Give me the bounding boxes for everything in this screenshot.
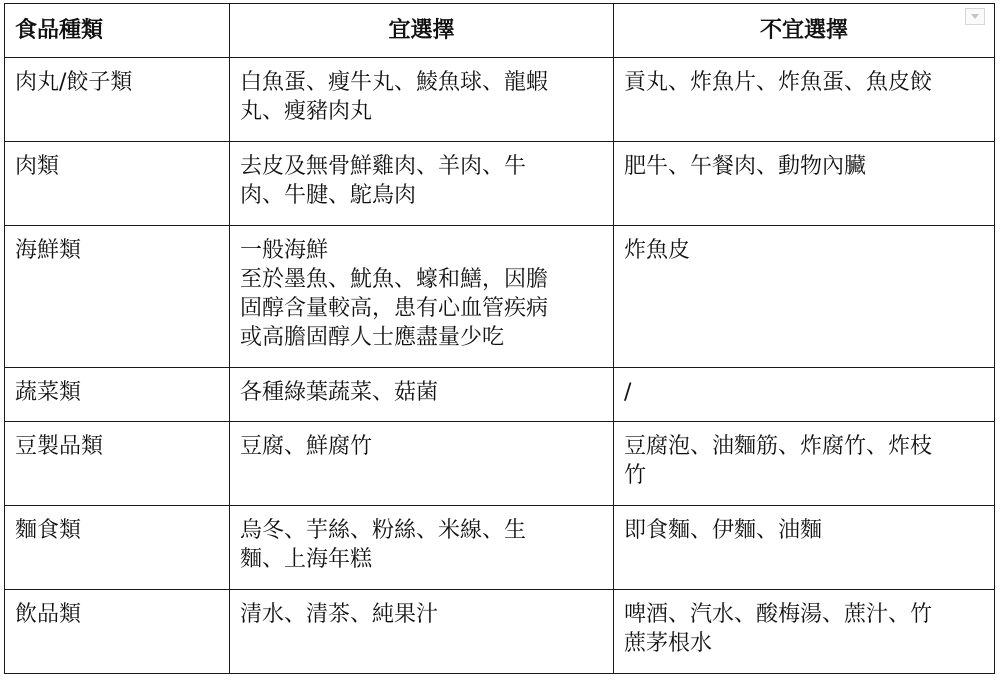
category-cell [5,58,230,142]
suitable-cell [230,368,614,422]
chevron-down-icon[interactable] [965,8,985,25]
unsuitable-cell [614,142,995,226]
unsuitable-cell [614,422,995,506]
category-cell [5,142,230,226]
suitable-text: 豆腐、鮮腐竹 [240,434,373,459]
suitable-cell [230,142,614,226]
table-header-row [5,4,995,58]
suitable-text: 烏冬、芋絲、粉絲、米線、生 麵、上海年糕 [240,518,527,572]
unsuitable-text: 啤酒、汽水、酸梅湯、蔗汁、竹 蔗茅根水 [624,602,933,656]
category-text: 麵食類 [15,518,82,543]
category-text: 肉類 [15,154,60,179]
unsuitable-cell [614,226,995,368]
unsuitable-cell [614,590,995,674]
suitable-text: 各種綠葉蔬菜、菇菌 [240,380,439,405]
suitable-cell [230,422,614,506]
unsuitable-text: 貢丸、炸魚片、炸魚蛋、魚皮餃 [624,70,933,95]
suitable-text: 白魚蛋、瘦牛丸、鯪魚球、龍蝦 丸、瘦豬肉丸 [240,70,549,124]
suitable-text: 一般海鮮 至於墨魚、魷魚、蠔和鱔，因膽 固醇含量較高，患有心血管疾病 或高膽固醇人士應盡量少吃 [240,238,549,350]
table-row [5,58,995,142]
table-row [5,142,995,226]
table-row [5,506,995,590]
suitable-cell [230,506,614,590]
category-text: 肉丸/餃子類 [15,70,133,95]
suitable-text: 清水、清茶、純果汁 [240,602,439,627]
food-table [4,3,995,674]
suitable-text: 去皮及無骨鮮雞肉、羊肉、牛 肉、牛腱、鴕鳥肉 [240,154,527,208]
header-unsuitable: 不宜選擇 [614,4,995,58]
category-cell [5,422,230,506]
header-suitable: 宜選擇 [230,4,614,58]
table-row [5,422,995,506]
unsuitable-cell [614,368,995,422]
category-cell [5,226,230,368]
unsuitable-cell [614,506,995,590]
header-category: 食品種類 [5,4,230,58]
table-row [5,590,995,674]
category-cell [5,368,230,422]
suitable-cell [230,590,614,674]
unsuitable-text: 即食麵、伊麵、油麵 [624,518,823,543]
unsuitable-text: 豆腐泡、油麵筋、炸腐竹、炸枝 竹 [624,434,933,488]
unsuitable-text: 炸魚皮 [624,238,691,263]
unsuitable-text: / [624,380,632,405]
suitable-cell [230,58,614,142]
table-row [5,368,995,422]
category-text: 海鮮類 [15,238,82,263]
category-cell [5,590,230,674]
category-text: 蔬菜類 [15,380,82,405]
unsuitable-text: 肥牛、午餐肉、動物內臟 [624,154,867,179]
category-cell [5,506,230,590]
table-row [5,226,995,368]
category-text: 豆製品類 [15,434,104,459]
category-text: 飲品類 [15,602,82,627]
suitable-cell [230,226,614,368]
unsuitable-cell [614,58,995,142]
